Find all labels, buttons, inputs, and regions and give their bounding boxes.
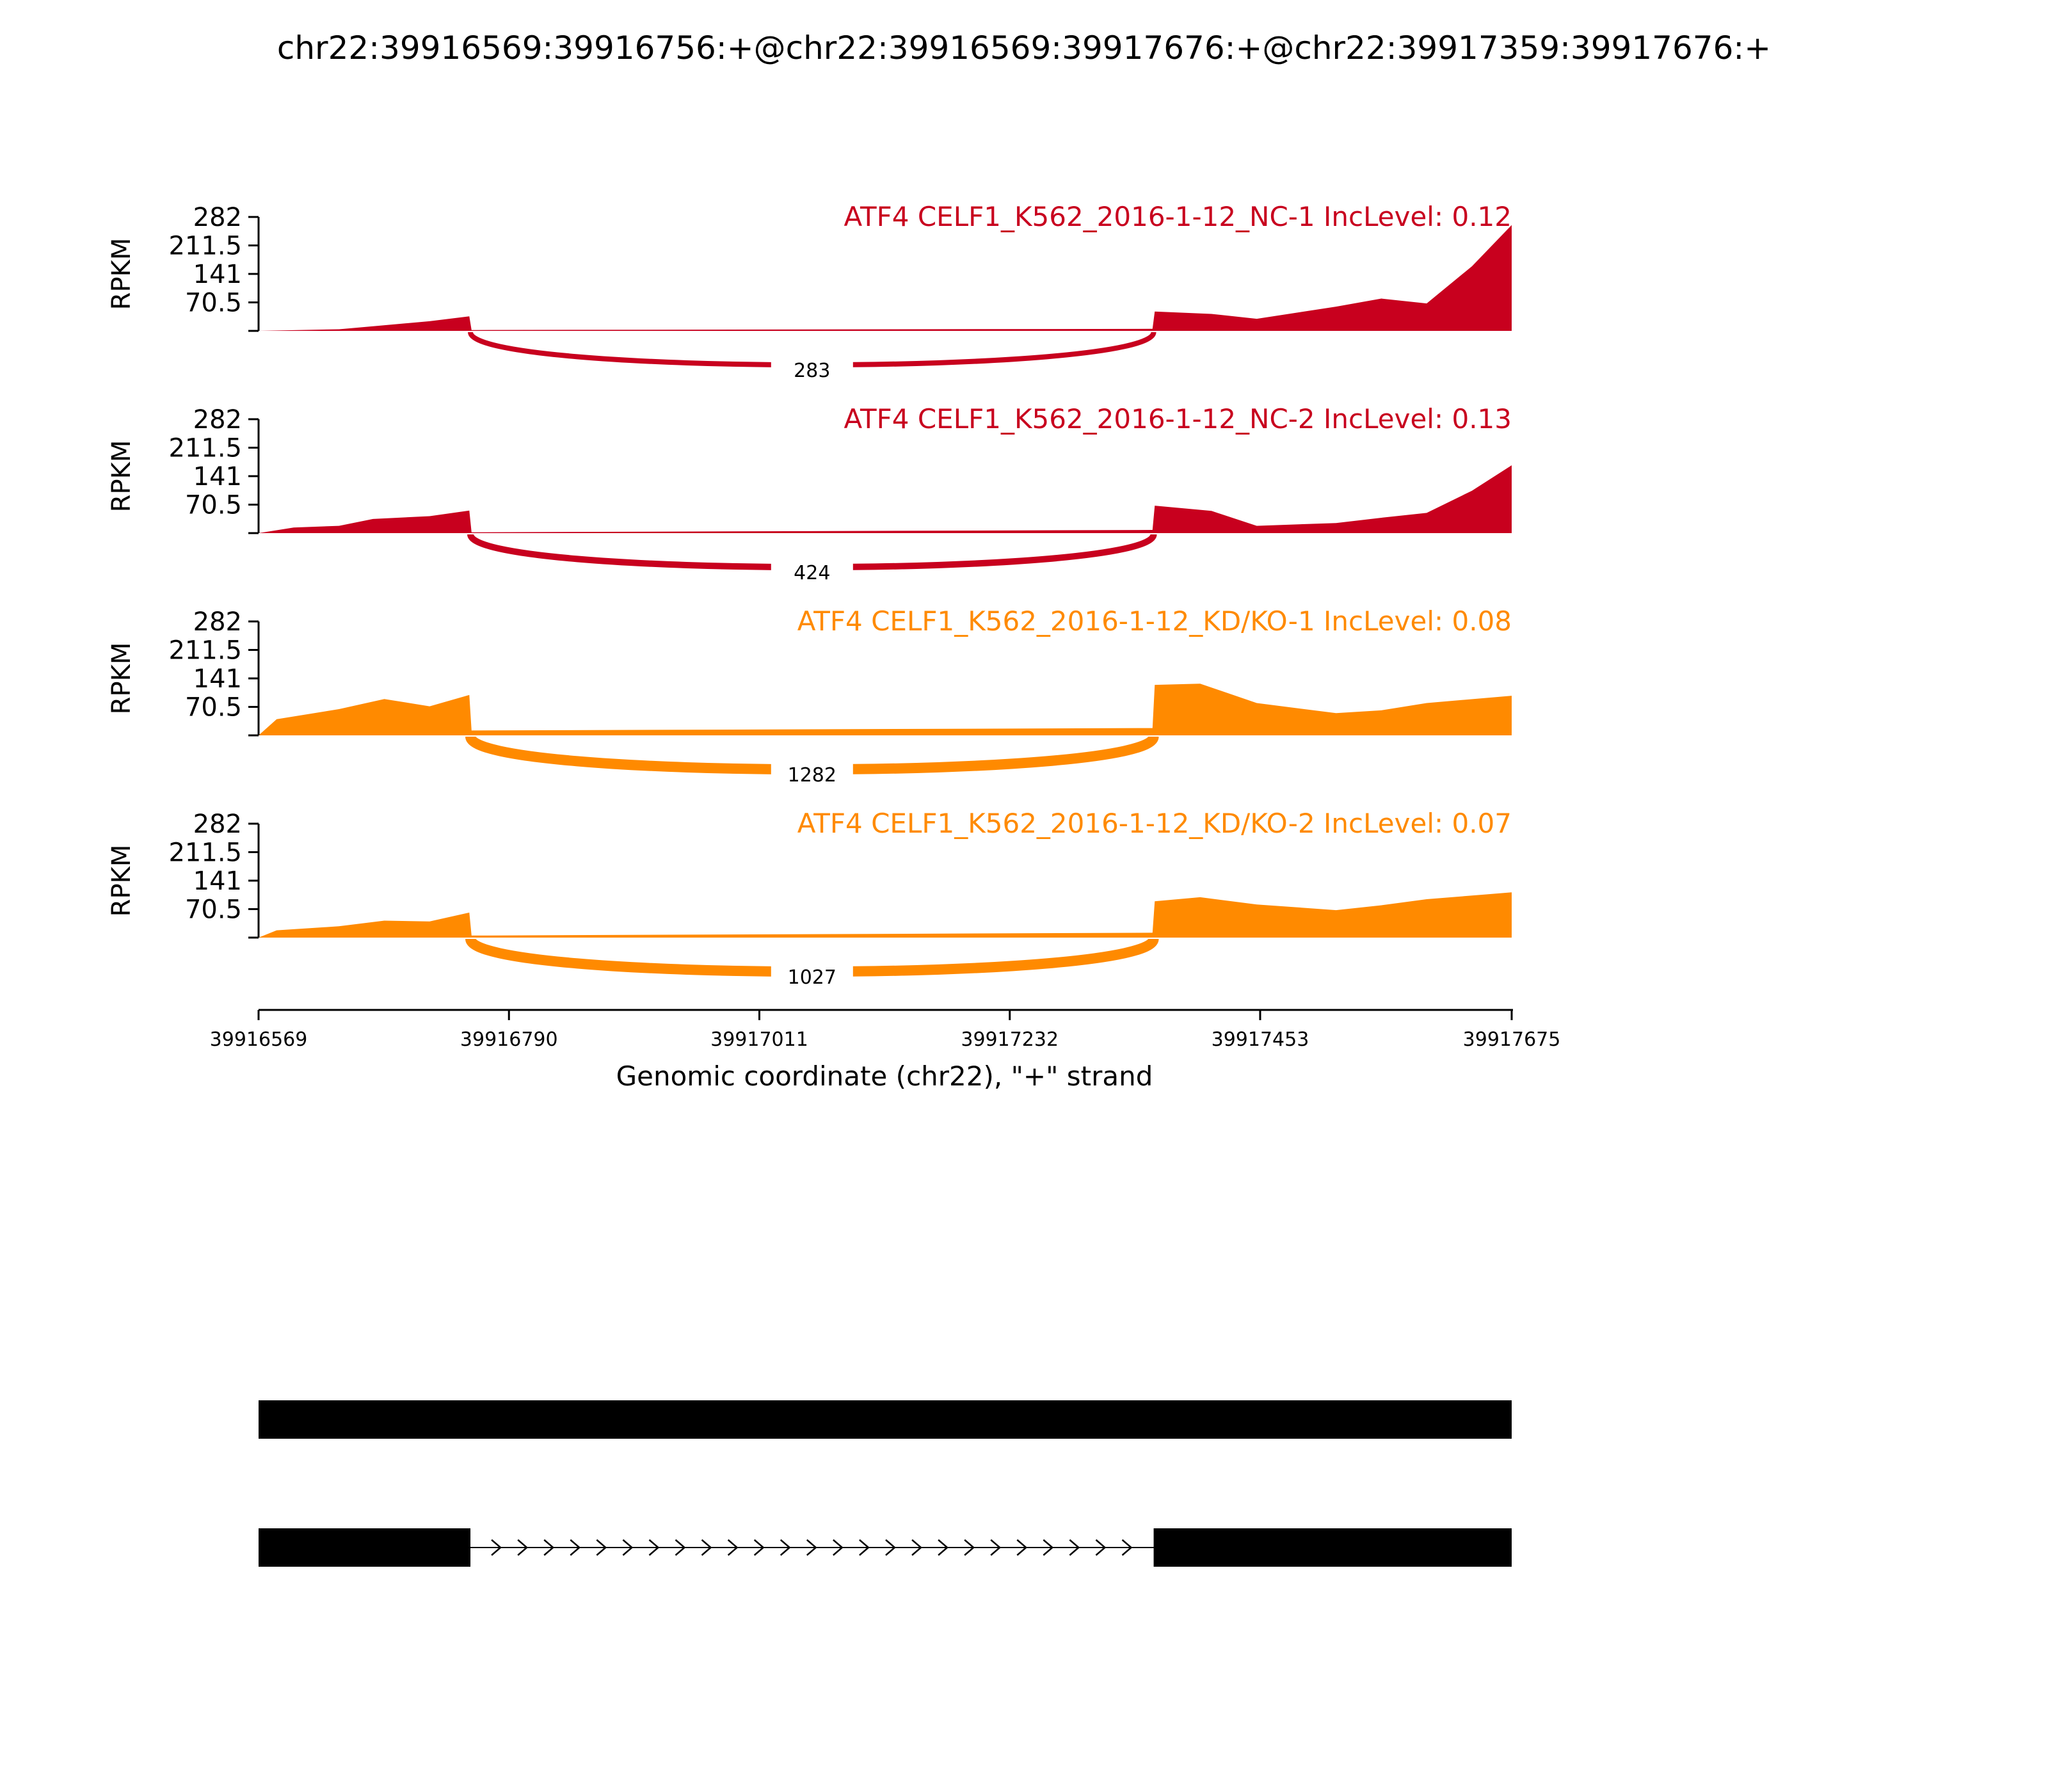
y-axis-label-2: RPKM [107, 440, 136, 513]
coverage-area-1 [259, 225, 1512, 331]
x-tick-label-2: 39917011 [710, 1028, 808, 1051]
y-tick-label-2-1: 211.5 [168, 433, 242, 463]
y-tick-label-4-2: 141 [193, 867, 242, 896]
y-tick-label-4-1: 211.5 [168, 838, 242, 868]
y-tick-label-1-2: 141 [193, 260, 242, 289]
y-tick-label-3-1: 211.5 [168, 636, 242, 666]
y-axis-label-3: RPKM [107, 642, 136, 715]
junction-count-2: 424 [794, 562, 831, 584]
junction-count-1: 283 [794, 360, 831, 382]
y-tick-label-4-3: 70.5 [184, 895, 242, 925]
x-tick-label-5: 39917675 [1462, 1028, 1561, 1051]
x-axis [210, 1010, 1561, 1051]
coverage-area-3 [259, 684, 1512, 735]
x-axis-label: Genomic coordinate (chr22), "+" strand [616, 1060, 1153, 1092]
y-tick-label-1-3: 70.5 [184, 288, 242, 318]
isoform-models [259, 1400, 1512, 1567]
junction-count-3: 1282 [787, 764, 836, 787]
y-tick-label-3-0: 282 [193, 607, 242, 637]
isoform-2-exon-2 [1154, 1528, 1512, 1567]
x-tick-label-1: 39916790 [460, 1028, 558, 1051]
y-axis-label-4: RPKM [107, 844, 136, 917]
track-4 [107, 808, 1512, 991]
isoform-1 [259, 1400, 1512, 1439]
y-tick-label-2-3: 70.5 [184, 490, 242, 520]
x-tick-label-4: 39917453 [1211, 1028, 1309, 1051]
track-label-1: ATF4 CELF1_K562_2016-1-12_NC-1 IncLevel: 0.12 [844, 201, 1512, 232]
y-axis-label-1: RPKM [107, 237, 136, 310]
junction-count-4: 1027 [787, 966, 836, 989]
track-label-2: ATF4 CELF1_K562_2016-1-12_NC-2 IncLevel: 0.13 [844, 403, 1512, 435]
track-label-4: ATF4 CELF1_K562_2016-1-12_KD/KO-2 IncLevel: 0.07 [797, 808, 1512, 839]
isoform-2 [259, 1528, 1512, 1567]
coverage-tracks [107, 201, 1512, 991]
y-tick-label-2-2: 141 [193, 462, 242, 492]
y-tick-label-3-2: 141 [193, 664, 242, 694]
track-1 [107, 201, 1512, 385]
track-2 [107, 403, 1512, 587]
coverage-area-4 [259, 892, 1512, 938]
y-tick-label-4-0: 282 [193, 810, 242, 839]
x-tick-label-0: 39916569 [209, 1028, 308, 1051]
y-tick-label-1-0: 282 [193, 203, 242, 232]
y-tick-label-2-0: 282 [193, 405, 242, 435]
isoform-1-exon-1 [259, 1400, 1512, 1439]
chart-title: chr22:39916569:39916756:+@chr22:39916569:39917676:+@chr22:39917359:39917676:+ [276, 29, 1772, 67]
x-tick-label-3: 39917232 [961, 1028, 1059, 1051]
track-label-3: ATF4 CELF1_K562_2016-1-12_KD/KO-1 IncLevel: 0.08 [797, 605, 1512, 637]
y-tick-label-3-3: 70.5 [184, 692, 242, 723]
y-tick-label-1-1: 211.5 [168, 231, 242, 261]
track-3 [107, 605, 1512, 789]
coverage-area-2 [259, 465, 1512, 533]
isoform-2-exon-1 [259, 1528, 470, 1567]
